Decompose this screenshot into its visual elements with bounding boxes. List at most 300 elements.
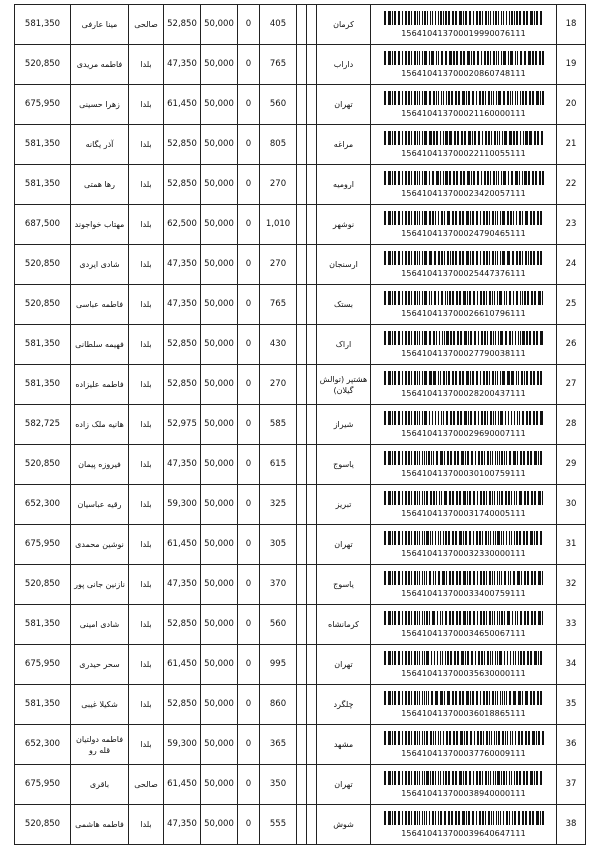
table-row [15, 165, 586, 205]
barcode-number: 156410413700035630000111 [401, 668, 526, 678]
barcode-bars [384, 731, 544, 745]
barcode-number: 156410413700023420057111 [401, 188, 526, 198]
table-row [15, 125, 586, 165]
table-row [15, 485, 586, 525]
empty-cell [307, 165, 317, 205]
row-status: بلدا [129, 285, 164, 325]
row-amount-b: 50,000 [201, 765, 238, 805]
barcode-bars [384, 651, 544, 665]
barcode-bars [384, 451, 544, 465]
empty-cell [297, 165, 307, 205]
row-total: 520,850 [15, 805, 71, 845]
barcode-number: 156410413700030100759111 [401, 468, 526, 478]
barcode-number: 156410413700025447376111 [401, 268, 526, 278]
recipient-name: شادی امینی [71, 605, 129, 645]
row-total: 520,850 [15, 565, 71, 605]
row-city: ارسنجان [317, 245, 371, 285]
row-index: 29 [557, 445, 586, 485]
recipient-name: فاطمه هاشمی [71, 805, 129, 845]
barcode-bars [384, 211, 544, 225]
table-row [15, 245, 586, 285]
row-total: 675,950 [15, 765, 71, 805]
row-amount-a: 59,300 [164, 485, 201, 525]
row-city: داراب [317, 45, 371, 85]
row-amount-a: 62,500 [164, 205, 201, 245]
recipient-name: رها همتی [71, 165, 129, 205]
empty-cell [297, 565, 307, 605]
row-amount-b: 50,000 [201, 325, 238, 365]
shipping-list-sheet [14, 4, 585, 845]
row-barcode [371, 485, 557, 525]
recipient-name: نوشین محمدی [71, 525, 129, 565]
row-status: بلدا [129, 445, 164, 485]
row-amount-c: 0 [238, 165, 260, 205]
row-barcode [371, 85, 557, 125]
row-barcode [371, 725, 557, 765]
row-amount-c: 0 [238, 285, 260, 325]
row-index: 22 [557, 165, 586, 205]
empty-cell [307, 285, 317, 325]
recipient-name: باقری [71, 765, 129, 805]
row-index: 33 [557, 605, 586, 645]
row-weight: 350 [260, 765, 297, 805]
row-status: بلدا [129, 325, 164, 365]
row-index: 36 [557, 725, 586, 765]
barcode-bars [384, 171, 544, 185]
row-weight: 585 [260, 405, 297, 445]
empty-cell [307, 125, 317, 165]
row-amount-b: 50,000 [201, 165, 238, 205]
row-status: بلدا [129, 45, 164, 85]
barcode-bars [384, 571, 544, 585]
recipient-name: هانیه ملک زاده [71, 405, 129, 445]
row-status: بلدا [129, 405, 164, 445]
row-total: 581,350 [15, 125, 71, 165]
barcode-number: 156410413700037760009111 [401, 748, 526, 758]
row-amount-c: 0 [238, 85, 260, 125]
row-city: کرمانشاه [317, 605, 371, 645]
recipient-name: فاطمه علیزاده [71, 365, 129, 405]
row-amount-a: 52,850 [164, 165, 201, 205]
row-amount-b: 50,000 [201, 205, 238, 245]
empty-cell [307, 765, 317, 805]
row-status: بلدا [129, 645, 164, 685]
table-row [15, 365, 586, 405]
barcode-bars [384, 11, 544, 25]
table-row [15, 725, 586, 765]
empty-cell [307, 205, 317, 245]
row-weight: 995 [260, 645, 297, 685]
row-city: مشهد [317, 725, 371, 765]
row-amount-a: 52,850 [164, 365, 201, 405]
recipient-name: فاطمه دولتیان قله رو [71, 725, 129, 765]
table-row [15, 645, 586, 685]
row-index: 31 [557, 525, 586, 565]
row-amount-c: 0 [238, 605, 260, 645]
row-amount-b: 50,000 [201, 685, 238, 725]
row-status: بلدا [129, 805, 164, 845]
row-barcode [371, 445, 557, 485]
row-amount-b: 50,000 [201, 805, 238, 845]
row-amount-a: 59,300 [164, 725, 201, 765]
row-city: چلگرد [317, 685, 371, 725]
row-weight: 305 [260, 525, 297, 565]
row-barcode [371, 325, 557, 365]
barcode-number: 156410413700031740005111 [401, 508, 526, 518]
table-row [15, 605, 586, 645]
row-total: 520,850 [15, 45, 71, 85]
barcode-number: 156410413700022110055111 [401, 148, 526, 158]
row-index: 32 [557, 565, 586, 605]
row-barcode [371, 405, 557, 445]
empty-cell [297, 285, 307, 325]
table-row [15, 685, 586, 725]
barcode-number: 156410413700024790465111 [401, 228, 526, 238]
table-row [15, 405, 586, 445]
row-weight: 765 [260, 285, 297, 325]
row-index: 19 [557, 45, 586, 85]
row-barcode [371, 765, 557, 805]
row-amount-a: 61,450 [164, 765, 201, 805]
row-weight: 270 [260, 365, 297, 405]
table-row [15, 45, 586, 85]
table-row [15, 5, 586, 45]
row-amount-a: 47,350 [164, 45, 201, 85]
row-amount-b: 50,000 [201, 525, 238, 565]
row-weight: 325 [260, 485, 297, 525]
table-row [15, 205, 586, 245]
row-barcode [371, 45, 557, 85]
row-total: 520,850 [15, 285, 71, 325]
row-amount-a: 52,975 [164, 405, 201, 445]
empty-cell [297, 45, 307, 85]
row-weight: 765 [260, 45, 297, 85]
row-weight: 405 [260, 5, 297, 45]
row-amount-c: 0 [238, 565, 260, 605]
barcode-bars [384, 491, 544, 505]
barcode-number: 156410413700028200437111 [401, 388, 526, 398]
row-index: 35 [557, 685, 586, 725]
row-total: 652,300 [15, 485, 71, 525]
row-index: 23 [557, 205, 586, 245]
barcode-bars [384, 531, 544, 545]
table-row [15, 325, 586, 365]
row-amount-a: 47,350 [164, 445, 201, 485]
row-barcode [371, 525, 557, 565]
row-barcode [371, 805, 557, 845]
row-amount-c: 0 [238, 765, 260, 805]
row-amount-b: 50,000 [201, 565, 238, 605]
row-status: بلدا [129, 565, 164, 605]
row-weight: 805 [260, 125, 297, 165]
row-index: 20 [557, 85, 586, 125]
row-total: 520,850 [15, 445, 71, 485]
row-weight: 1,010 [260, 205, 297, 245]
row-total: 581,350 [15, 605, 71, 645]
barcode-number: 156410413700033400759111 [401, 588, 526, 598]
empty-cell [297, 525, 307, 565]
barcode-number: 156410413700019990076111 [401, 28, 526, 38]
recipient-name: فهیمه سلطانی [71, 325, 129, 365]
barcode-bars [384, 771, 544, 785]
recipient-name: رقیه عباسیان [71, 485, 129, 525]
row-city: اراک [317, 325, 371, 365]
row-amount-c: 0 [238, 445, 260, 485]
row-status: بلدا [129, 125, 164, 165]
barcode-number: 156410413700021160000111 [401, 108, 526, 118]
row-amount-a: 61,450 [164, 85, 201, 125]
barcode-bars [384, 51, 544, 65]
row-weight: 860 [260, 685, 297, 725]
barcode-number: 156410413700020860748111 [401, 68, 526, 78]
row-barcode [371, 125, 557, 165]
row-weight: 560 [260, 85, 297, 125]
row-status: بلدا [129, 485, 164, 525]
row-amount-c: 0 [238, 45, 260, 85]
recipient-name: مهتاب خواجوند [71, 205, 129, 245]
barcode-number: 156410413700038940000111 [401, 788, 526, 798]
barcode-number: 156410413700026610796111 [401, 308, 526, 318]
row-amount-a: 47,350 [164, 285, 201, 325]
row-city: کرمان [317, 5, 371, 45]
row-amount-b: 50,000 [201, 485, 238, 525]
row-total: 520,850 [15, 245, 71, 285]
row-weight: 370 [260, 565, 297, 605]
row-status: بلدا [129, 205, 164, 245]
row-barcode [371, 205, 557, 245]
empty-cell [297, 685, 307, 725]
row-weight: 560 [260, 605, 297, 645]
row-amount-c: 0 [238, 125, 260, 165]
barcode-number: 156410413700034650067111 [401, 628, 526, 638]
row-amount-c: 0 [238, 685, 260, 725]
row-barcode [371, 645, 557, 685]
empty-cell [297, 85, 307, 125]
barcode-bars [384, 291, 544, 305]
empty-cell [297, 245, 307, 285]
row-amount-c: 0 [238, 405, 260, 445]
recipient-name: فاطمه عباسی [71, 285, 129, 325]
row-city: هشتپر (توالش گیلان) [317, 365, 371, 405]
row-total: 581,350 [15, 365, 71, 405]
recipient-name: سحر حیدری [71, 645, 129, 685]
barcode-number: 156410413700036018865111 [401, 708, 526, 718]
row-amount-c: 0 [238, 325, 260, 365]
row-amount-a: 52,850 [164, 325, 201, 365]
row-index: 24 [557, 245, 586, 285]
empty-cell [307, 685, 317, 725]
table-row [15, 85, 586, 125]
row-amount-a: 52,850 [164, 685, 201, 725]
table-row [15, 445, 586, 485]
row-amount-c: 0 [238, 725, 260, 765]
row-index: 18 [557, 5, 586, 45]
row-city: تهران [317, 525, 371, 565]
row-status: بلدا [129, 725, 164, 765]
barcode-bars [384, 331, 544, 345]
empty-cell [297, 605, 307, 645]
empty-cell [297, 325, 307, 365]
recipient-name: مینا عارفی [71, 5, 129, 45]
empty-cell [307, 485, 317, 525]
row-status: بلدا [129, 685, 164, 725]
row-amount-b: 50,000 [201, 285, 238, 325]
row-amount-c: 0 [238, 365, 260, 405]
row-amount-b: 50,000 [201, 85, 238, 125]
empty-cell [297, 805, 307, 845]
row-total: 652,300 [15, 725, 71, 765]
barcode-bars [384, 131, 544, 145]
row-amount-a: 52,850 [164, 5, 201, 45]
row-amount-a: 47,350 [164, 805, 201, 845]
shipping-table [14, 4, 586, 845]
barcode-bars [384, 251, 544, 265]
recipient-name: فاطمه مریدی [71, 45, 129, 85]
row-amount-b: 50,000 [201, 645, 238, 685]
row-status: صالحی [129, 5, 164, 45]
row-total: 675,950 [15, 525, 71, 565]
row-status: بلدا [129, 245, 164, 285]
empty-cell [297, 365, 307, 405]
empty-cell [307, 805, 317, 845]
barcode-bars [384, 611, 544, 625]
row-amount-b: 50,000 [201, 405, 238, 445]
row-amount-b: 50,000 [201, 445, 238, 485]
barcode-number: 156410413700039640647111 [401, 828, 526, 838]
row-amount-c: 0 [238, 5, 260, 45]
row-status: صالحی [129, 765, 164, 805]
row-index: 21 [557, 125, 586, 165]
empty-cell [307, 245, 317, 285]
row-amount-c: 0 [238, 805, 260, 845]
row-index: 34 [557, 645, 586, 685]
row-index: 26 [557, 325, 586, 365]
row-status: بلدا [129, 85, 164, 125]
row-amount-c: 0 [238, 205, 260, 245]
row-index: 38 [557, 805, 586, 845]
row-amount-b: 50,000 [201, 725, 238, 765]
empty-cell [307, 45, 317, 85]
barcode-bars [384, 411, 544, 425]
row-city: تهران [317, 85, 371, 125]
empty-cell [307, 5, 317, 45]
row-amount-a: 52,850 [164, 125, 201, 165]
row-weight: 270 [260, 165, 297, 205]
row-amount-a: 47,350 [164, 565, 201, 605]
row-status: بلدا [129, 605, 164, 645]
table-row [15, 525, 586, 565]
row-amount-b: 50,000 [201, 125, 238, 165]
empty-cell [297, 485, 307, 525]
empty-cell [307, 645, 317, 685]
row-weight: 270 [260, 245, 297, 285]
barcode-number: 156410413700029690007111 [401, 428, 526, 438]
row-city: مراغه [317, 125, 371, 165]
row-weight: 555 [260, 805, 297, 845]
empty-cell [307, 525, 317, 565]
row-amount-b: 50,000 [201, 5, 238, 45]
recipient-name: آذر یگانه [71, 125, 129, 165]
row-status: بلدا [129, 365, 164, 405]
row-barcode [371, 165, 557, 205]
row-city: بستک [317, 285, 371, 325]
row-amount-c: 0 [238, 525, 260, 565]
row-status: بلدا [129, 165, 164, 205]
row-city: تبریز [317, 485, 371, 525]
row-city: ارومیه [317, 165, 371, 205]
row-barcode [371, 285, 557, 325]
barcode-bars [384, 691, 544, 705]
row-weight: 615 [260, 445, 297, 485]
empty-cell [297, 205, 307, 245]
empty-cell [297, 125, 307, 165]
empty-cell [307, 85, 317, 125]
row-city: نوشهر [317, 205, 371, 245]
table-body [15, 5, 586, 845]
row-amount-a: 47,350 [164, 245, 201, 285]
recipient-name: زهرا حسینی [71, 85, 129, 125]
barcode-bars [384, 811, 544, 825]
barcode-number: 156410413700032330000111 [401, 548, 526, 558]
row-barcode [371, 365, 557, 405]
row-index: 37 [557, 765, 586, 805]
row-status: بلدا [129, 525, 164, 565]
row-index: 28 [557, 405, 586, 445]
row-amount-b: 50,000 [201, 365, 238, 405]
row-amount-c: 0 [238, 485, 260, 525]
row-barcode [371, 5, 557, 45]
barcode-number: 156410413700027790038111 [401, 348, 526, 358]
barcode-bars [384, 91, 544, 105]
recipient-name: فیروزه پیمان [71, 445, 129, 485]
row-index: 25 [557, 285, 586, 325]
row-amount-c: 0 [238, 645, 260, 685]
table-row [15, 565, 586, 605]
row-total: 582,725 [15, 405, 71, 445]
empty-cell [307, 445, 317, 485]
row-barcode [371, 605, 557, 645]
row-amount-b: 50,000 [201, 45, 238, 85]
row-index: 30 [557, 485, 586, 525]
empty-cell [297, 725, 307, 765]
row-total: 581,350 [15, 5, 71, 45]
table-row [15, 285, 586, 325]
row-total: 581,350 [15, 165, 71, 205]
empty-cell [297, 765, 307, 805]
empty-cell [307, 605, 317, 645]
row-total: 581,350 [15, 685, 71, 725]
row-barcode [371, 245, 557, 285]
row-amount-a: 52,850 [164, 605, 201, 645]
row-total: 687,500 [15, 205, 71, 245]
row-city: شیراز [317, 405, 371, 445]
row-weight: 430 [260, 325, 297, 365]
empty-cell [297, 5, 307, 45]
row-city: تهران [317, 765, 371, 805]
row-barcode [371, 685, 557, 725]
empty-cell [307, 325, 317, 365]
table-row [15, 805, 586, 845]
recipient-name: نازنین جانی پور [71, 565, 129, 605]
row-total: 581,350 [15, 325, 71, 365]
table-row [15, 765, 586, 805]
recipient-name: شکیلا غیبی [71, 685, 129, 725]
row-amount-b: 50,000 [201, 605, 238, 645]
barcode-bars [384, 371, 544, 385]
row-city: تهران [317, 645, 371, 685]
row-amount-a: 61,450 [164, 645, 201, 685]
row-index: 27 [557, 365, 586, 405]
